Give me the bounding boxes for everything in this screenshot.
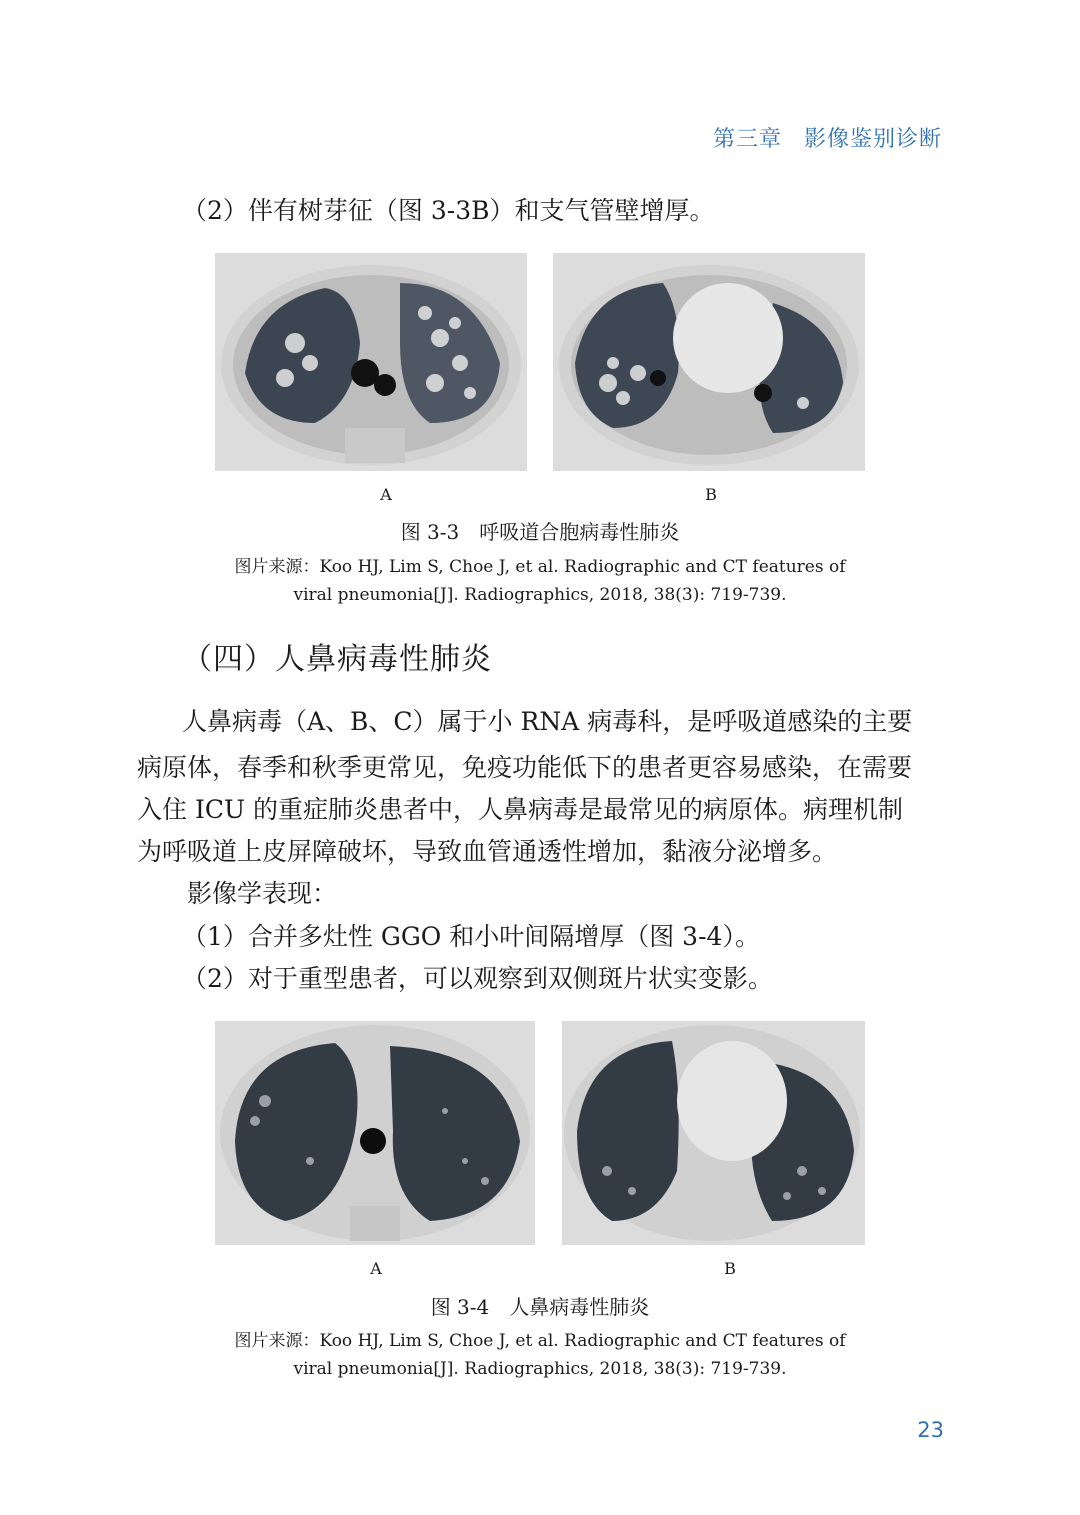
figure-3-4-source-line2: viral pneumonia[J]. Radiographics, 2018, 38(3): 719-739. <box>293 1359 787 1379</box>
figure-3-3-source-line1: 图片来源：Koo HJ, Lim S, Choe J, et al. Radiographic and CT features of <box>234 557 846 577</box>
paragraph-line-2: 病原体，春季和秋季更常见，免疫功能低下的患者更容易感染，在需要 <box>137 753 913 782</box>
imaging-label: 影像学表现： <box>187 879 338 908</box>
figure-3-4-source-line1: 图片来源：Koo HJ, Lim S, Choe J, et al. Radiographic and CT features of <box>234 1331 846 1351</box>
list-item-2: （2）对于重型患者，可以观察到双侧斑片状实变影。 <box>182 964 773 993</box>
figure-3-3-label-b: B <box>705 485 717 504</box>
page-number: 23 <box>917 1418 944 1442</box>
figure-3-4-label-a: A <box>370 1259 382 1278</box>
running-head <box>713 122 942 153</box>
figure-3-3-source-line2: viral pneumonia[J]. Radiographics, 2018, 38(3): 719-739. <box>293 585 787 605</box>
list-item-2-top: （2）伴有树芽征（图 3-3B）和支气管壁增厚。 <box>182 196 715 225</box>
ct-image-3-4b <box>562 1021 865 1245</box>
paragraph-line-3: 入住 ICU 的重症肺炎患者中，人鼻病毒是最常见的病原体。病理机制 <box>137 795 903 824</box>
list-item-1: （1）合并多灶性 GGO 和小叶间隔增厚（图 3-4）。 <box>182 922 760 951</box>
ct-image-3-3a <box>215 253 527 471</box>
figure-3-3-caption: 图 3-3 呼吸道合胞病毒性肺炎 <box>400 520 680 544</box>
paragraph-line-4: 为呼吸道上皮屏障破坏，导致血管通透性增加，黏液分泌增多。 <box>137 837 838 866</box>
ct-image-3-4a <box>215 1021 535 1245</box>
ct-image-3-3b <box>553 253 865 471</box>
figure-3-4-caption: 图 3-4 人鼻病毒性肺炎 <box>430 1295 650 1319</box>
chapter-label: 第三章 <box>712 127 782 152</box>
chapter-title: 影像鉴别诊断 <box>803 127 942 152</box>
figure-3-4-label-b: B <box>724 1259 736 1278</box>
section-heading: （四）人鼻病毒性肺炎 <box>182 642 492 677</box>
figure-3-3-label-a: A <box>380 485 392 504</box>
paragraph-line-1: 人鼻病毒（A、B、C）属于小 RNA 病毒科，是呼吸道感染的主要 <box>182 707 913 736</box>
